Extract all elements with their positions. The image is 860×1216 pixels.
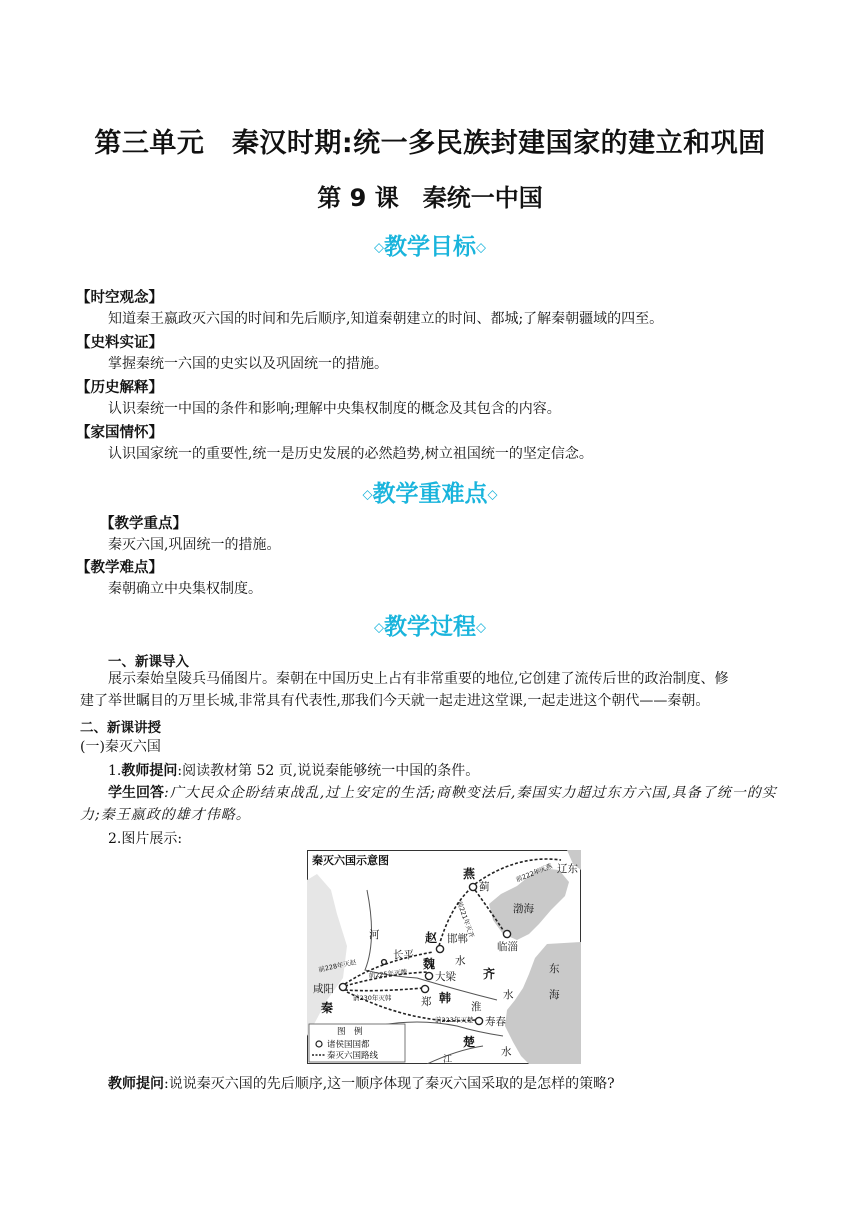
legend-route-label: 秦灭六国路线 [327,1051,379,1061]
question-label: 教师提问 [121,763,178,779]
diamond-icon: ◇ [374,620,384,636]
label-river-shui: 水 [503,989,514,1001]
section-heading-key-points: ◇教学重难点◇ [362,480,498,507]
goal-text: 认识秦统一中国的条件和影响;理解中央集权制度的概念及其包含的内容。 [108,401,561,417]
route-label: 前228年灭赵 [317,958,357,974]
label-bohai: 渤海 [513,903,534,915]
focus-label: 【教学重点】 [100,516,187,532]
diamond-icon: ◇ [476,620,486,636]
intro-paragraph-line: 展示秦始皇陵兵马俑图片。秦朝在中国历史上占有非常重要的地位,它创建了流传后世的政治制度、修 [108,671,729,687]
question-2: 教师提问:说说秦灭六国的先后顺序,这一顺序体现了秦灭六国采取的是怎样的策略? [108,1076,615,1092]
changping-marker [382,960,387,965]
diamond-icon: ◇ [487,487,498,503]
difficulty-text: 秦朝确立中央集权制度。 [108,581,262,597]
label-chu: 楚 [463,1035,476,1049]
unit-title: 第三单元 秦汉时期:统一多民族封建国家的建立和巩固 [94,128,766,159]
label-linzi: 临淄 [497,941,518,953]
legend-capital-icon [316,1041,322,1047]
intro-heading: 一、新课导入 [108,654,189,670]
route-label: 前222年灭燕 [514,862,554,884]
difficulty-label: 【教学难点】 [76,560,163,576]
label-river-shui: 水 [455,955,466,967]
legend-title: 图 例 [337,1027,363,1037]
route-label: 前223年灭楚 [435,1016,474,1024]
label-changping: 长平 [393,949,414,961]
label-liaodong: 辽东 [557,863,578,875]
capital-shouchun [475,1017,482,1024]
route-label: 前225年灭魏 [368,968,408,980]
legend-capital-label: 诸侯国国都 [327,1040,370,1050]
label-zheng: 郑 [421,996,432,1008]
diamond-icon: ◇ [476,240,486,256]
question-1: 1.教师提问:阅读教材第 52 页,说说秦能够统一中国的条件。 [108,763,480,779]
goal-text: 掌握秦统一六国的史实以及巩固统一的措施。 [108,356,388,372]
goal-label: 【家国情怀】 [76,425,163,441]
intro-paragraph-line: 建了举世瞩目的万里长城,非常具有代表性,那我们今天就一起走进这堂课,一起走进这个朝代——秦朝。 [80,693,710,709]
label-wei: 魏 [423,957,436,971]
goal-text: 知道秦王嬴政灭六国的时间和先后顺序,知道秦朝建立的时间、都城;了解秦朝疆域的四至。 [108,311,664,327]
goal-label: 【史料实证】 [76,335,163,351]
subsection-title: (一)秦灭六国 [80,739,161,755]
focus-text: 秦灭六国,巩固统一的措施。 [108,537,281,553]
goal-label: 【历史解释】 [76,380,163,396]
label-donghai: 东 [549,963,560,975]
label-han: 韩 [439,991,452,1005]
lesson-title: 第 9 课 秦统一中国 [317,184,543,212]
label-jiang: 江 [443,1055,453,1064]
answer-1: 学生回答:广大民众企盼结束战乱,过上安定的生活;商鞅变法后,秦国实力超过东方六国,具备了统一的实 [108,785,777,801]
route-label: 前230年灭韩 [353,994,392,1002]
label-yan: 燕 [463,867,476,881]
capital-linzi [503,930,510,937]
label-zhao: 赵 [425,931,438,945]
route-label: 前221年灭齐 [455,899,476,939]
label-xianyang: 咸阳 [313,983,334,995]
capital-handan [436,945,443,952]
answer-1-line2: 力;秦王嬴政的雄才伟略。 [80,807,251,823]
answer-label: 学生回答 [108,785,164,801]
capital-xianyang [339,983,346,990]
lecture-heading: 二、新课讲授 [80,720,161,736]
label-shouchun: 寿春 [485,1016,506,1028]
section-heading-goals: ◇教学目标◇ [374,233,486,260]
label-ji: 蓟 [479,881,490,893]
label-donghai: 海 [549,989,560,1001]
label-river-shui: 水 [501,1046,512,1058]
picture-label: 2.图片展示: [108,831,183,847]
label-river-he: 河 [369,929,380,941]
label-handan: 邯郸 [447,933,468,945]
label-daliang: 大梁 [435,971,456,983]
diamond-icon: ◇ [362,487,373,503]
goal-text: 认识国家统一的重要性,统一是历史发展的必然趋势,树立祖国统一的坚定信念。 [108,446,593,462]
capital-ji [469,883,476,890]
capital-daliang [425,972,432,979]
map-title: 秦灭六国示意图 [312,854,389,867]
label-qin: 秦 [321,1001,334,1015]
label-huai: 淮 [471,1001,482,1013]
question-label: 教师提问 [108,1076,164,1092]
diamond-icon: ◇ [374,240,384,256]
capital-zheng [421,985,428,992]
label-qi: 齐 [483,967,496,981]
goal-label: 【时空观念】 [76,290,163,306]
section-heading-process: ◇教学过程◇ [374,613,486,640]
qin-conquest-map [307,850,581,1064]
